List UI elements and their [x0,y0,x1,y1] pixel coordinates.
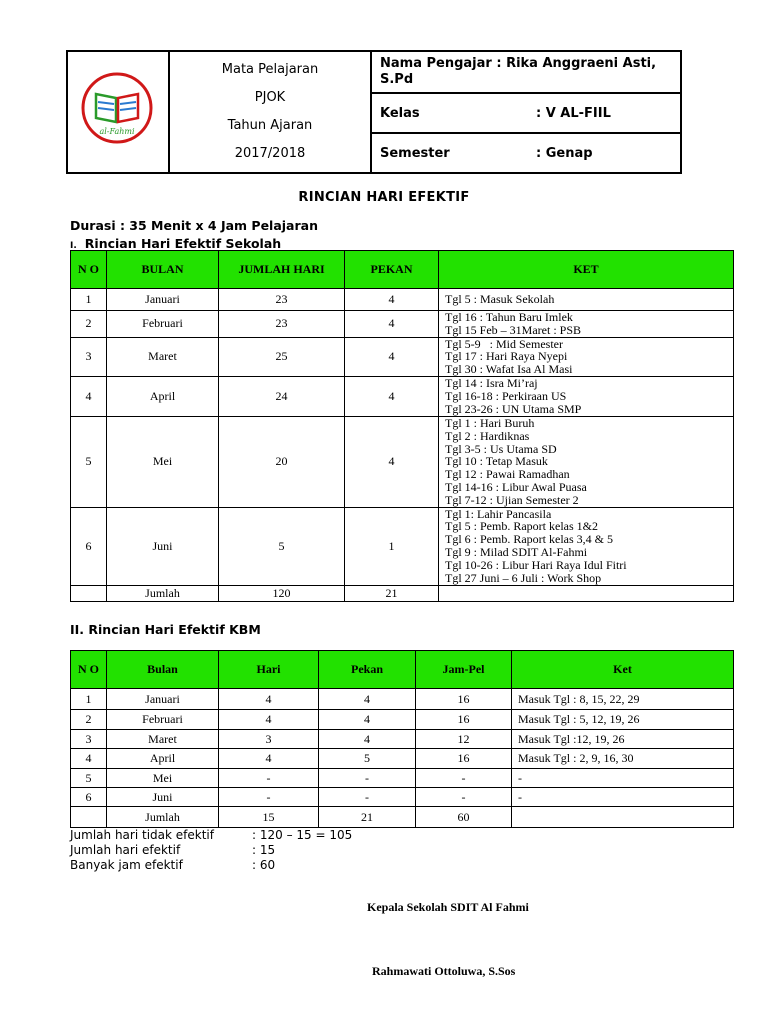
teacher-name: Nama Pengajar : Rika Anggraeni Asti, S.Pd [380,56,657,87]
note-line: Tgl 14-16 : Libur Awal Puasa [445,479,587,494]
cell-days: 23 [219,311,345,338]
cell-no: 2 [71,710,107,730]
cell-no: 5 [71,769,107,788]
cell-days: 23 [219,289,345,311]
note-line: Tgl 2 : Hardiknas [445,428,530,443]
col-header-days: JUMLAH HARI [219,251,345,289]
col-header-month: Bulan [107,651,219,689]
semester-value: : Genap [536,145,593,161]
total-row [71,585,734,601]
note-line: Tgl 5-9 : Mid Semester [445,336,563,351]
cell-month: Juni [107,507,219,585]
cell-notes: Masuk Tgl :12, 19, 26 [512,730,734,749]
cell-weeks: 4 [345,289,439,311]
col-header-no [71,251,107,289]
table-row [71,376,734,416]
summary-value: : 60 [252,858,276,872]
note-line: Tgl 16 : Tahun Baru Imlek [445,310,573,324]
section1-number: I. [70,241,77,251]
cell-weeks: 4 [345,337,439,376]
table-row [71,337,734,376]
section1-heading [70,236,281,251]
note-line: Tgl 6 : Pemb. Raport kelas 3,4 & 5 [445,532,613,547]
cell-notes: - [512,769,734,788]
note-line: Tgl 10 : Tetap Masuk [445,454,548,469]
cell-days: 3 [219,730,319,749]
cell-no: 6 [71,788,107,807]
note-line: Tgl 30 : Wafat Isa Al Masi [445,362,573,377]
cell-month: Jumlah [107,807,219,828]
note-line: Tgl 10-26 : Libur Hari Raya Idul Fitri [445,557,627,572]
cell-month: April [107,749,219,769]
summary-row [70,828,352,843]
cell-notes: Masuk Tgl : 2, 9, 16, 30 [512,749,734,769]
note-line: Tgl 1: Lahir Pancasila [445,506,552,521]
table-row [71,416,734,507]
cell-days: 15 [219,807,319,828]
col-header-lesson-hours: Jam-Pel [416,651,512,689]
note-line: Tgl 17 : Hari Raya Nyepi [445,349,568,364]
kbm-table [70,650,734,828]
summary-block [70,828,352,873]
table-row [71,507,734,585]
table-row [71,689,734,710]
cell-lesson-hours: 16 [416,749,512,769]
cell-weeks: 4 [345,416,439,507]
table-header-row [71,251,734,289]
cell-weeks: 4 [319,689,416,710]
class-value: : V AL-FIIL [536,105,611,121]
summary-value: : 15 [252,843,276,857]
logo-cell [67,51,169,173]
logo-caption: al-Fahmi [99,127,135,136]
cell-no [71,585,107,601]
note-line: Tgl 15 Feb – 31Maret : PSB [445,322,582,337]
note-line: Tgl 1 : Hari Buruh [445,415,535,430]
summary-row [70,843,352,858]
cell-month: Januari [107,689,219,710]
col-header-no: N O [71,651,107,689]
cell-month: Februari [107,311,219,338]
cell-month: Januari [107,289,219,311]
table-row [71,289,734,311]
summary-row [70,858,352,873]
cell-notes [439,311,734,338]
cell-no: 1 [71,289,107,311]
year-value: 2017/2018 [234,146,306,161]
note-line: Tgl 16-18 : Perkiraan US [445,389,567,404]
cell-no: 5 [71,416,107,507]
note-line: Tgl 3-5 : Us Utama SD [445,441,557,456]
section1-title: Rincian Hari Efektif Sekolah [84,236,282,251]
col-header-month: BULAN [107,251,219,289]
note-line: Tgl 5 : Pemb. Raport kelas 1&2 [445,519,598,534]
cell-days: - [219,788,319,807]
signature-name: Rahmawati Ottoluwa, S.Sos [372,964,516,978]
note-line: Tgl 9 : Milad SDIT Al-Fahmi [445,545,588,560]
school-logo [68,56,166,164]
semester-cell [371,133,681,173]
cell-days: 25 [219,337,345,376]
subject-cell [169,51,371,173]
cell-weeks: 21 [345,585,439,601]
cell-days: 24 [219,376,345,416]
cell-no: 1 [71,689,107,710]
cell-weeks: - [319,769,416,788]
cell-lesson-hours: 16 [416,710,512,730]
cell-notes [439,376,734,416]
table-row [71,749,734,769]
signature-title: Kepala Sekolah SDIT Al Fahmi [367,900,529,914]
summary-label: Banyak jam efektif [70,858,183,872]
total-row [71,807,734,828]
cell-no [71,807,107,828]
col-header-days: Hari [219,651,319,689]
cell-weeks: 4 [319,730,416,749]
cell-weeks: 4 [345,376,439,416]
cell-weeks: 21 [319,807,416,828]
duration-text: Durasi : 35 Menit x 4 Jam Pelajaran [70,218,318,233]
cell-weeks: 4 [345,311,439,338]
col-header-weeks: Pekan [319,651,416,689]
teacher-cell [371,51,681,93]
cell-lesson-hours: - [416,769,512,788]
cell-weeks: 4 [319,710,416,730]
year-label: Tahun Ajaran [227,118,313,133]
subject-label: Mata Pelajaran [221,62,319,77]
cell-month: Maret [107,337,219,376]
cell-notes [439,416,734,507]
col-header-no-text: N O [78,262,99,276]
cell-days: 4 [219,710,319,730]
table-row [71,710,734,730]
cell-days: 4 [219,689,319,710]
cell-days: 5 [219,507,345,585]
cell-month: Juni [107,788,219,807]
class-label: Kelas [380,105,420,121]
note-line: Tgl 12 : Pawai Ramadhan [445,467,570,482]
note-line: Tgl 23-26 : UN Utama SMP [445,401,582,416]
cell-weeks: 1 [345,507,439,585]
cell-month: Maret [107,730,219,749]
section2-heading: II. Rincian Hari Efektif KBM [70,622,261,637]
table-row [71,311,734,338]
cell-days: 20 [219,416,345,507]
note-line: Tgl 14 : Isra Mi’raj [445,376,538,391]
page-title: RINCIAN HARI EFEKTIF [298,190,470,205]
cell-notes [439,289,734,311]
cell-days: - [219,769,319,788]
summary-value: : 120 – 15 = 105 [252,828,353,842]
cell-no: 3 [71,730,107,749]
header-table [66,50,682,174]
table-row [71,769,734,788]
cell-month: Mei [107,769,219,788]
cell-notes [512,807,734,828]
effective-days-table [70,250,734,602]
subject-name: PJOK [254,90,286,105]
cell-notes: Masuk Tgl : 8, 15, 22, 29 [512,689,734,710]
cell-no: 4 [71,376,107,416]
summary-label: Jumlah hari efektif [70,843,181,857]
cell-month: April [107,376,219,416]
table-row [71,788,734,807]
note-line: Tgl 27 Juni – 6 Juli : Work Shop [445,570,602,585]
cell-days: 4 [219,749,319,769]
cell-notes: Masuk Tgl : 5, 12, 19, 26 [512,710,734,730]
cell-weeks: 5 [319,749,416,769]
cell-no: 4 [71,749,107,769]
cell-weeks: - [319,788,416,807]
cell-lesson-hours: 16 [416,689,512,710]
cell-lesson-hours: 12 [416,730,512,749]
cell-no: 6 [71,507,107,585]
note-line: Tgl 5 : Masuk Sekolah [445,292,555,307]
col-header-weeks: PEKAN [345,251,439,289]
summary-label: Jumlah hari tidak efektif [70,828,214,842]
col-header-notes: Ket [512,651,734,689]
cell-no: 2 [71,311,107,338]
cell-lesson-hours: 60 [416,807,512,828]
col-header-notes: KET [439,251,734,289]
class-cell [371,93,681,133]
note-line: Tgl 7-12 : Ujian Semester 2 [445,492,579,507]
cell-lesson-hours: - [416,788,512,807]
cell-month: Mei [107,416,219,507]
table-row [71,730,734,749]
cell-notes [439,337,734,376]
cell-month: Februari [107,710,219,730]
cell-month: Jumlah [107,585,219,601]
cell-notes [439,507,734,585]
semester-label: Semester [380,145,450,161]
cell-days: 120 [219,585,345,601]
cell-notes [439,585,734,601]
table-header-row [71,651,734,689]
cell-notes: - [512,788,734,807]
cell-no: 3 [71,337,107,376]
